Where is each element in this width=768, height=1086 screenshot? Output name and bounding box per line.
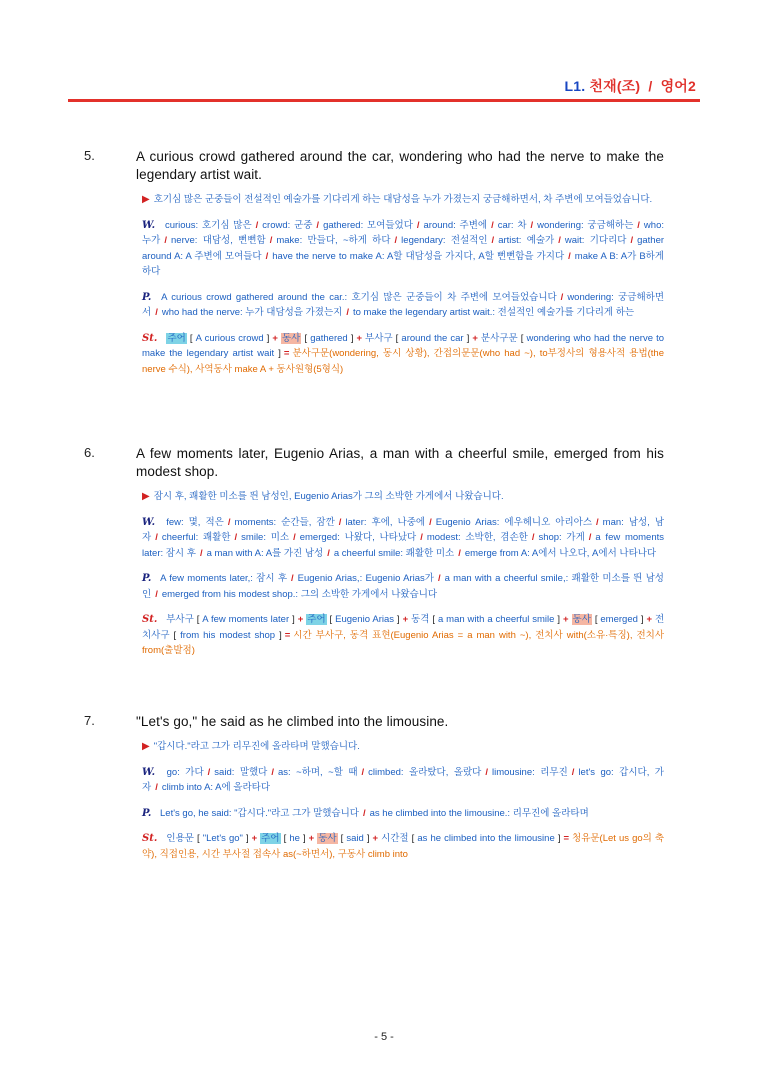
header-separator: / <box>648 78 653 94</box>
structure-analysis: St. 인용문 [ "Let's go" ] + 주어 [ he ] + 동사 [ said ] + 시간절 [ as he climbed into the limousine ] = 청유문(Let us go의 축약), 직접인용, 시간 부사절 접속사 as(~하면서), 구동사 climb into <box>142 833 665 860</box>
verb-label: 동사 <box>318 833 337 844</box>
phrase-list: P. A few moments later,: 잠시 후 / Eugenio Arias,: Eugenio Arias가 / a man with a cheerful smile,: 쾌활한 미소를 띈 남성인 / emerged from his modest shop.: 그의 소박한 가게에서 나왔습니다 <box>142 573 664 600</box>
arrow-icon: ▶ <box>142 741 150 752</box>
verb-text: gathered <box>310 332 348 344</box>
phrase-entry: emerged from his modest shop.: 그의 소박한 가게에서 나왔습니다 <box>161 588 438 600</box>
phrase-tag: P. <box>142 573 152 584</box>
page-number: - 5 - <box>374 1031 394 1043</box>
phrase-text: A few moments later <box>202 614 290 625</box>
word-entry: go: 가다 <box>166 766 204 778</box>
word-entry: emerged: 나왔다, 나타났다 <box>299 532 417 543</box>
phrase-label: 동격 <box>411 614 430 625</box>
word-entry: shop: 가게 <box>538 532 585 543</box>
word-entry: gather around A: A 주변에 모여들다 <box>142 235 665 262</box>
phrase-label: 부사구 <box>166 614 194 625</box>
word-entry: car: 차 <box>497 219 527 231</box>
item-number: 6. <box>84 445 95 460</box>
phrase-text: "Let's go" <box>202 833 243 844</box>
phrase-label: 시간절 <box>381 833 409 844</box>
word-entry: smile: 미소 <box>241 532 290 543</box>
word-entry: wondering: 궁금해하는 <box>537 219 634 231</box>
word-entry: around: 주변에 <box>423 219 488 231</box>
phrase-entry: who had the nerve: 누가 대담성을 가졌는지 <box>161 307 343 318</box>
phrase-entry: a man with a cheerful smile,: 쾌활한 미소를 띈 남성인 <box>142 573 664 600</box>
structure-tag: St. <box>142 332 158 344</box>
word-entry: nerve: 대담성, 뻔뻔함 <box>171 235 266 246</box>
word-entry: as: ~하며, ~할 때 <box>278 766 358 778</box>
phrase-label: 부사구 <box>365 332 393 344</box>
word-entry: artist: 예술가 <box>498 235 555 246</box>
structure-tag: St. <box>142 614 158 625</box>
structure-note: 청유문(Let us go의 축약), 직접인용, 시간 부사절 접속사 as(~하면서), 구동사 climb into <box>142 833 665 860</box>
word-entry: man: 남성, 남자 <box>142 516 665 543</box>
word-list: W. curious: 호기심 많은 / crowd: 군중 / gathered: 모여들었다 / around: 주변에 / car: 차 / wondering: 궁금해하는 / who: 누가 / nerve: 대담성, 뻔뻔함 / make: 만들다, ~하게 하다 / legendary: 전설적인 / artist: 예술가 / wait: 기다리다 / gather around A: A 주변에 모여들다 / have the nerve to make A: A할 대담성을 가지다, A할 뻔뻔함을 가지다 / make A B: A가 B하게 하다 <box>142 219 665 277</box>
word-entry: make: 만들다, ~하게 하다 <box>276 235 391 246</box>
translation-text: 호기심 많은 군중들이 전설적인 예술가를 기다리게 하는 대담성을 누가 가졌는지 궁금해하면서, 차 주변에 모여들었습니다. <box>153 194 653 205</box>
translation-text: 잠시 후, 쾌활한 미소를 띈 남성인, Eugenio Arias가 그의 소박한 가게에서 나왔습니다. <box>153 491 504 502</box>
word-entry: who: 누가 <box>142 219 664 246</box>
verb-text: said <box>346 833 364 844</box>
word-list: W. few: 몇, 적은 / moments: 순간들, 잠깐 / later: 후에, 나중에 / Eugenio Arias: 에우헤니오 아리아스 / man: 남성, 남자 / cheerful: 쾌활한 / smile: 미소 / emerged: 나왔다, 나타났다 / modest: 소박한, 겸손한 / shop: 가게 / a few moments later: 잠시 후 / a man with A: A를 가진 남성 / a cheerful smile: 쾌활한 미소 / emerge from A: A에서 나오다, A에서 나타나다 <box>142 516 665 559</box>
phrase-list: P. Let's go, he said: "갑시다."라고 그가 말했습니다 / as he climbed into the limousine.: 리무진에 올라타며 <box>142 807 589 819</box>
subject-text: A curious crowd <box>195 332 264 344</box>
subject-text: Eugenio Arias <box>335 614 394 625</box>
item-5 <box>84 148 664 377</box>
phrase-text: from his modest shop <box>180 629 276 641</box>
translation-text: "갑시다."라고 그가 리무진에 올라타며 말했습니다. <box>153 741 360 752</box>
structure-tag: St. <box>142 833 158 844</box>
subject-label: 주어 <box>261 833 280 844</box>
structure-analysis: St. 부사구 [ A few moments later ] + 주어 [ Eugenio Arias ] + 동격 [ a man with a cheerful smile ] + 동사 [ emerged ] + 전치사구 [ from his modest shop ] = 시간 부사구, 동격 표현(Eugenio Arias = a man with ~), 전치사 with(소유·특징), 전치사 from(출발점) <box>142 614 665 656</box>
word-entry: emerge from A: A에서 나오다, A에서 나타나다 <box>464 547 657 559</box>
arrow-icon: ▶ <box>142 491 150 502</box>
phrase-text: as he climbed into the limousine <box>417 833 555 844</box>
word-entry: climb into A: A에 올라타다 <box>161 782 271 793</box>
word-entry: climbed: 올라탔다, 올랐다 <box>368 766 482 778</box>
word-entry: cheerful: 쾌활한 <box>161 532 231 543</box>
word-entry: few: 몇, 적은 <box>166 516 224 528</box>
header-title <box>564 76 696 96</box>
word-entry: crowd: 군중 <box>262 219 313 231</box>
word-entry: a man with A: A를 가진 남성 <box>206 547 324 559</box>
item-sentence: A curious crowd gathered around the car, wondering who had the nerve to make the legendary artist wait. <box>136 149 664 182</box>
verb-label: 동사 <box>572 614 591 625</box>
phrase-list: P. A curious crowd gathered around the car.: 호기심 많은 군중들이 차 주변에 모여들었습니다 / wondering: 궁금해하면서 / who had the nerve: 누가 대담성을 가졌는지 / to make the legendary artist wait.: 전설적인 예술가를 기다리게 하는 <box>142 291 665 318</box>
item-number: 7. <box>84 713 95 728</box>
word-entry: curious: 호기심 많은 <box>164 219 252 231</box>
word-entry: a few moments later: 잠시 후 <box>142 532 665 559</box>
phrase-text: wondering who had the nerve to make the legendary artist wait <box>142 332 665 359</box>
phrase-tag: P. <box>142 807 152 819</box>
phrase-label: 전치사구 <box>142 614 665 641</box>
word-entry: a cheerful smile: 쾌활한 미소 <box>333 547 455 559</box>
subject-label: 주어 <box>307 614 326 625</box>
word-entry: legendary: 전설적인 <box>401 235 488 246</box>
phrase-entry: as he climbed into the limousine.: 리무진에 올라타며 <box>369 807 589 819</box>
word-entry: Eugenio Arias: 에우헤니오 아리아스 <box>435 516 593 528</box>
translation <box>142 192 664 208</box>
phrase-tag: P. <box>142 291 152 303</box>
item-sentence: A few moments later, Eugenio Arias, a man with a cheerful smile, emerged from his modest shop. <box>136 446 664 479</box>
word-entry: moments: 순간들, 잠깐 <box>234 516 335 528</box>
translation <box>142 739 664 755</box>
word-entry: let's go: 갑시다, 가자 <box>142 766 664 793</box>
subject-label: 주어 <box>167 332 186 344</box>
publisher-label: 천재(조) <box>589 78 641 94</box>
word-entry: gathered: 모여들었다 <box>323 219 413 231</box>
structure-analysis: St. 주어 [ A curious crowd ] + 동사 [ gathered ] + 부사구 [ around the car ] + 분사구문 [ wondering who had the nerve to make the legendary artist wait ] = 분사구문(wondering, 동시 상황), 간접의문문(who had ~), to부정사의 형용사적 용법(the nerve 수식), 사역동사 make A + 동사원형(5형식) <box>142 332 665 375</box>
verb-label: 동사 <box>281 332 301 344</box>
lesson-label: L1. <box>564 78 586 94</box>
phrase-entry: A few moments later,: 잠시 후 <box>160 573 288 584</box>
word-entry: said: 말했다 <box>214 766 268 778</box>
structure-note: 분사구문(wondering, 동시 상황), 간접의문문(who had ~), to부정사의 형용사적 용법(the nerve 수식), 사역동사 make A + 동사원형(5형식) <box>142 348 665 375</box>
item-sentence: "Let's go," he said as he climbed into the limousine. <box>136 714 449 729</box>
word-tag: W. <box>142 516 156 528</box>
word-tag: W. <box>142 219 156 231</box>
item-number: 5. <box>84 148 95 163</box>
word-entry: wait: 기다리다 <box>564 235 627 246</box>
word-entry: make A B: A가 B하게 하다 <box>142 250 665 277</box>
header-rule <box>68 99 700 102</box>
verb-text: emerged <box>600 614 638 625</box>
word-list: W. go: 가다 / said: 말했다 / as: ~하며, ~할 때 / climbed: 올라탔다, 올랐다 / limousine: 리무진 / let's go: 갑시다, 가자 / climb into A: A에 올라타다 <box>142 766 664 793</box>
phrase-entry: Eugenio Arias,: Eugenio Arias가 <box>297 573 434 584</box>
structure-note: 시간 부사구, 동격 표현(Eugenio Arias = a man with ~), 전치사 with(소유·특징), 전치사 from(출발점) <box>142 629 664 656</box>
phrase-text: around the car <box>401 332 464 344</box>
word-entry: modest: 소박한, 겸손한 <box>426 532 528 543</box>
phrase-entry: Let's go, he said: "갑시다."라고 그가 말했습니다 <box>160 807 359 819</box>
word-tag: W. <box>142 766 156 778</box>
arrow-icon: ▶ <box>142 194 150 205</box>
item-6 <box>84 445 664 659</box>
phrase-label: 인용문 <box>166 833 194 844</box>
word-entry: have the nerve to make A: A할 대담성을 가지다, A할 뻔뻔함을 가지다 <box>272 250 565 262</box>
item-7 <box>84 713 664 862</box>
translation <box>142 489 664 505</box>
subject-text: he <box>289 833 300 844</box>
phrase-entry: to make the legendary artist wait.: 전설적인 예술가를 기다리게 하는 <box>352 307 635 318</box>
phrase-entry: wondering: 궁금해하면서 <box>142 291 665 318</box>
phrase-label: 분사구문 <box>480 332 518 344</box>
word-entry: limousine: 리무진 <box>492 766 568 778</box>
word-entry: later: 후에, 나중에 <box>345 516 426 528</box>
phrase-entry: A curious crowd gathered around the car.: 호기심 많은 군중들이 차 주변에 모여들었습니다 <box>161 291 557 303</box>
subject-label: 영어2 <box>660 78 696 94</box>
phrase-text: a man with a cheerful smile <box>437 614 555 625</box>
